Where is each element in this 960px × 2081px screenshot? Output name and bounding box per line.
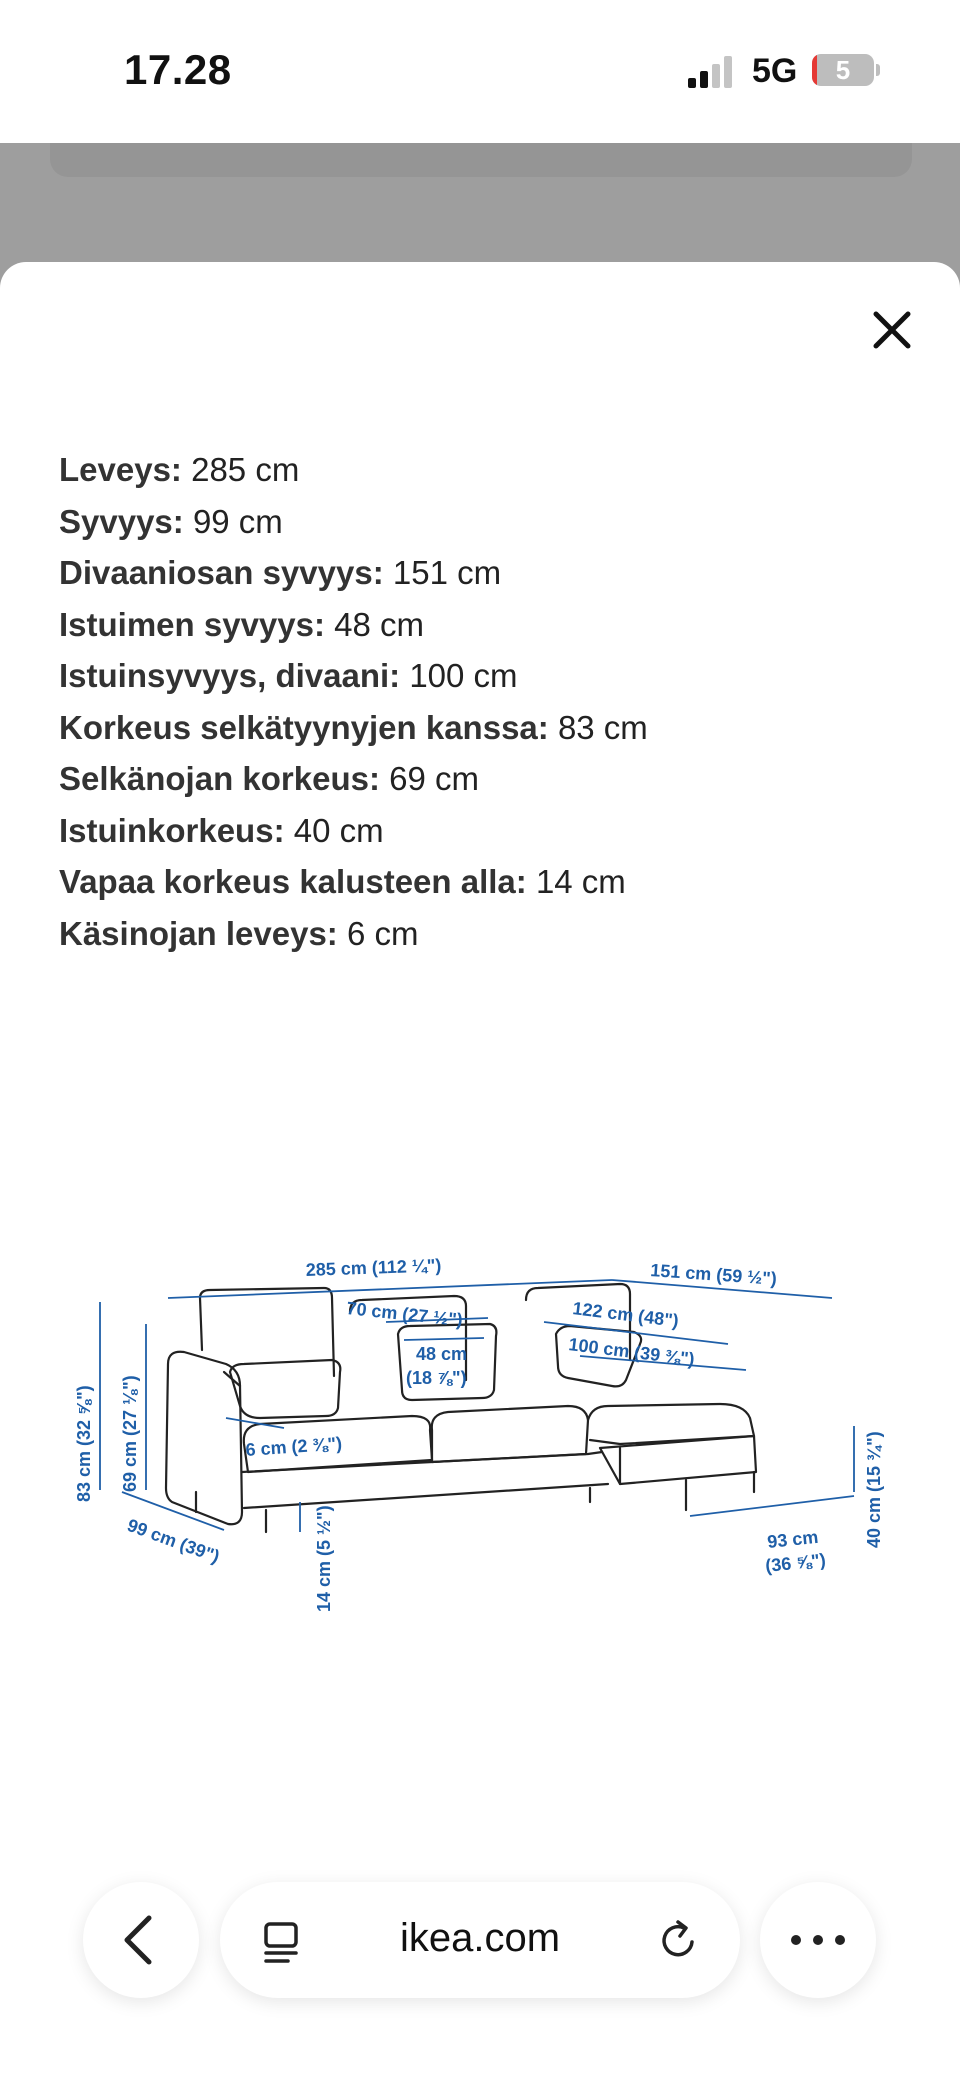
- battery-percent: 5: [835, 55, 851, 85]
- status-time: 17.28: [124, 46, 232, 93]
- spec-value: 99 cm: [192, 502, 283, 540]
- browser-toolbar: [0, 1868, 960, 2008]
- spec-value: 83 cm: [557, 708, 648, 746]
- spec-label: Istuimen syvyys:: [59, 605, 325, 643]
- dim-seat-depth-b: (18 ⅞"): [406, 1368, 467, 1388]
- dimension-labels: [74, 1255, 884, 1612]
- backdrop-card: [50, 143, 912, 177]
- spec-value: 14 cm: [535, 863, 626, 900]
- spec-row: [59, 753, 648, 805]
- spec-label: Istuinsyvyys, divaani:: [59, 657, 401, 694]
- signal-icon: [688, 56, 736, 88]
- dim-seat-height: 40 cm (15 ¾"): [864, 1431, 884, 1548]
- dim-chaise-width: 122 cm (48"): [571, 1298, 680, 1331]
- reload-icon[interactable]: [656, 1918, 702, 1964]
- spec-row: [59, 805, 648, 857]
- more-icon: [760, 1882, 876, 1998]
- spec-row: [59, 496, 648, 548]
- spec-label: Vapaa korkeus kalusteen alla:: [59, 863, 527, 900]
- spec-row: [59, 547, 648, 599]
- dim-backrest-height: 69 cm (27 ⅛"): [120, 1375, 140, 1492]
- spec-value: 151 cm: [392, 554, 502, 591]
- back-button[interactable]: [83, 1882, 199, 1998]
- spec-row: [59, 444, 648, 496]
- battery-tip: [876, 64, 880, 76]
- close-icon[interactable]: [866, 304, 918, 356]
- dim-chaise-front-b: (36 ⅝"): [764, 1549, 827, 1576]
- status-bar: [0, 0, 960, 143]
- spec-value: 100 cm: [409, 657, 518, 694]
- spec-value: 69 cm: [389, 760, 480, 797]
- dim-clearance: 14 cm (5 ½"): [314, 1505, 334, 1612]
- dimensions-list: [59, 444, 648, 959]
- spec-label: Korkeus selkätyynyjen kanssa:: [59, 708, 549, 746]
- dimension-lines: [100, 1280, 854, 1532]
- dim-chaise-front-a: 93 cm: [766, 1526, 820, 1552]
- spec-row: [59, 599, 648, 651]
- url-text: ikea.com: [399, 1916, 561, 1960]
- sofa-dimension-diagram: [60, 1240, 900, 1620]
- dim-seat-depth-a: 48 cm: [416, 1344, 468, 1364]
- spec-value: 48 cm: [334, 605, 425, 643]
- dim-armrest-width: 6 cm (2 ⅜"): [244, 1433, 343, 1460]
- spec-row: [59, 702, 648, 754]
- spec-value: 285 cm: [191, 451, 300, 488]
- spec-value: 6 cm: [346, 914, 419, 952]
- spec-label: Istuinkorkeus:: [59, 811, 285, 849]
- dim-width: 285 cm (112 ¼"): [305, 1255, 442, 1280]
- spec-label: Syvyys:: [59, 502, 184, 540]
- battery-icon: [812, 54, 874, 86]
- spec-row: [59, 650, 648, 702]
- more-button[interactable]: [760, 1882, 876, 1998]
- spec-row: [59, 908, 648, 960]
- spec-label: Leveys:: [59, 451, 182, 488]
- spec-label: Käsinojan leveys:: [59, 914, 338, 952]
- address-bar[interactable]: [220, 1882, 740, 1998]
- network-type: 5G: [752, 52, 798, 90]
- dim-height-cushions: 83 cm (32 ⅝"): [74, 1385, 94, 1502]
- spec-label: Selkänojan korkeus:: [59, 760, 380, 797]
- spec-label: Divaaniosan syvyys:: [59, 554, 384, 591]
- chevron-left-icon: [83, 1882, 199, 1998]
- dim-seat-width: 70 cm (27 ½"): [345, 1298, 464, 1331]
- spec-value: 40 cm: [293, 811, 384, 849]
- dim-depth: 99 cm (39"): [124, 1514, 223, 1567]
- dim-chaise-depth: 151 cm (59 ½"): [649, 1260, 778, 1289]
- dim-chaise-seat-depth: 100 cm (39 ⅜"): [567, 1334, 696, 1370]
- spec-row: [59, 856, 648, 908]
